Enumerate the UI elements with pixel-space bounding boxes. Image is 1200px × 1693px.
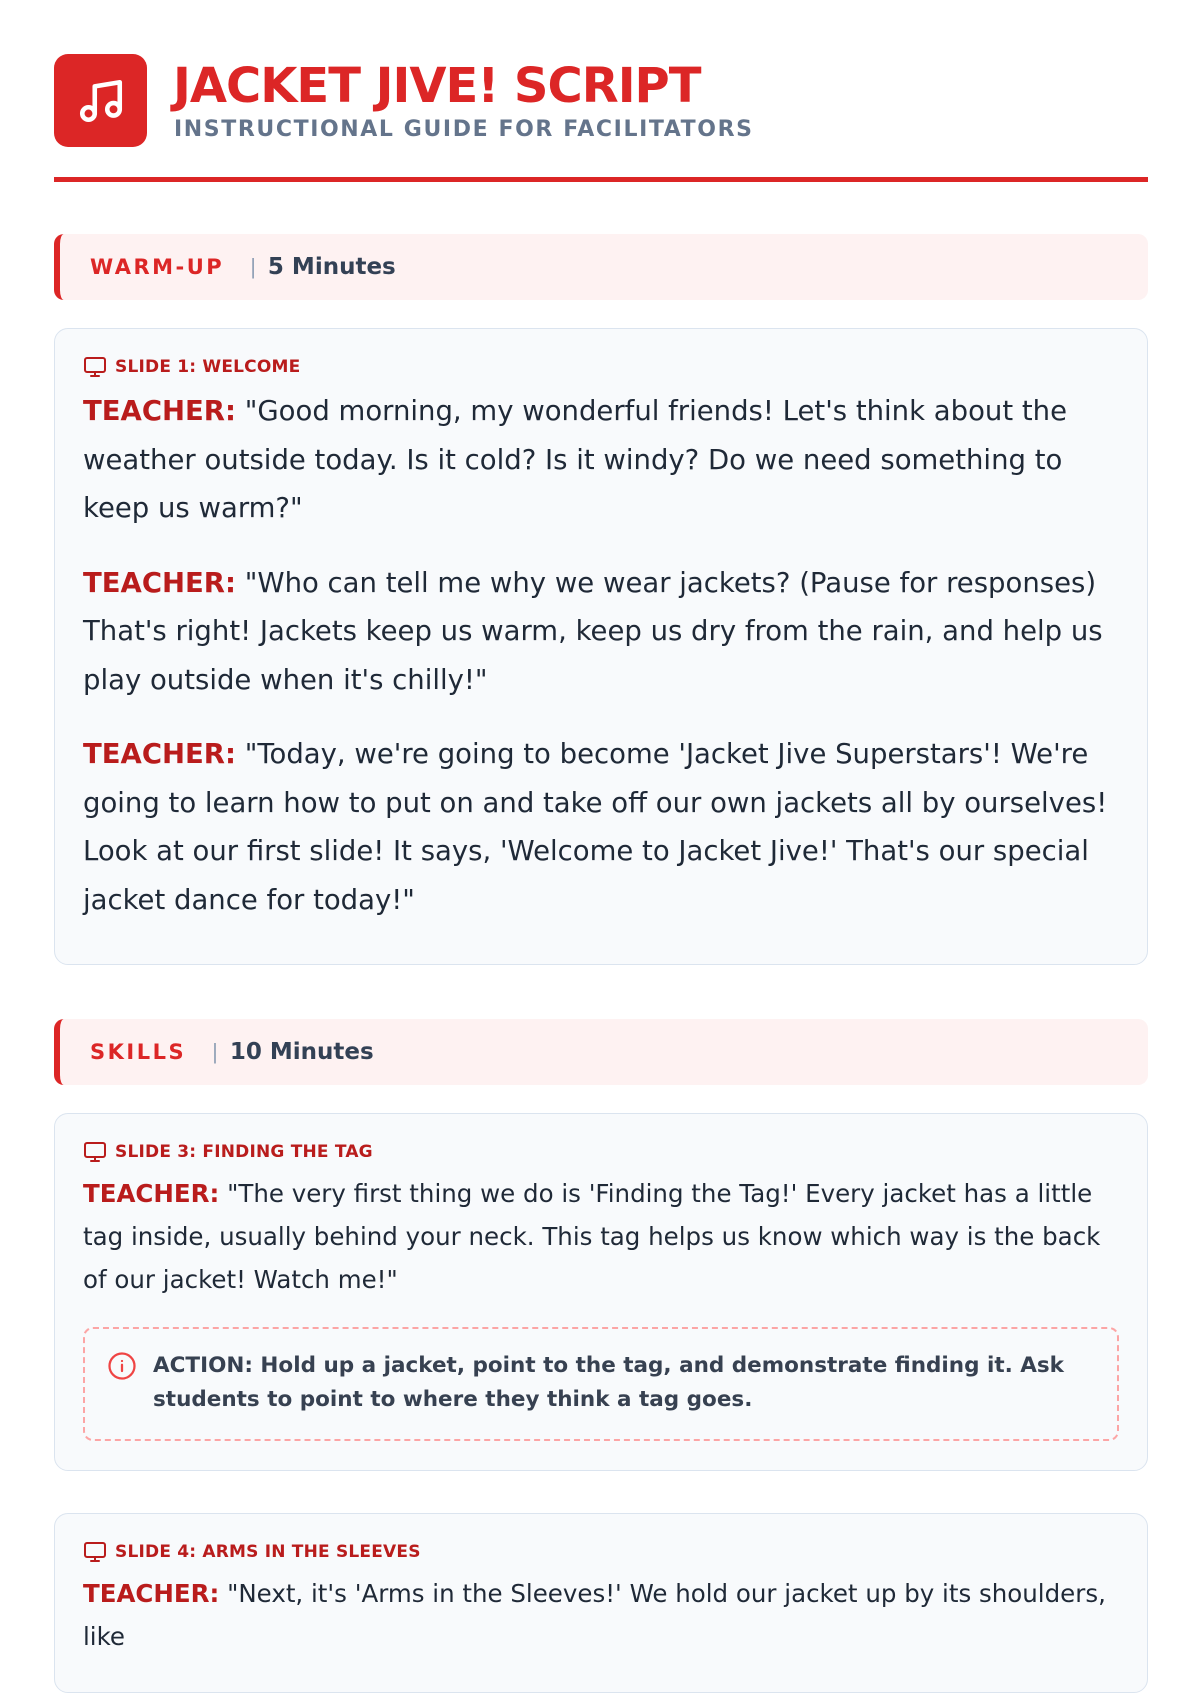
presentation-screen-icon xyxy=(83,355,107,379)
teacher-line xyxy=(83,730,1119,924)
slide-card-welcome xyxy=(54,328,1148,965)
section-duration: 10 Minutes xyxy=(229,1039,374,1065)
action-text: ACTION: Hold up a jacket, point to the tag, and demonstrate finding it. Ask students to point to where they think a tag goes. xyxy=(153,1353,1064,1412)
slide-label xyxy=(83,1540,1119,1564)
slide-label xyxy=(83,355,1119,379)
action-callout xyxy=(83,1327,1119,1441)
page-header xyxy=(54,54,1148,182)
page-subtitle: INSTRUCTIONAL GUIDE FOR FACILITATORS xyxy=(174,117,754,142)
speaker-label: TEACHER: xyxy=(83,395,236,427)
slide-label-text: SLIDE 3: FINDING THE TAG xyxy=(115,1142,373,1162)
music-note-icon xyxy=(54,54,147,147)
slide-label-text: SLIDE 4: ARMS IN THE SLEEVES xyxy=(115,1542,421,1562)
speaker-label: TEACHER: xyxy=(83,1579,220,1608)
teacher-line xyxy=(83,1572,1119,1658)
section-banner-skills xyxy=(54,1019,1148,1085)
slide-card-finding-the-tag xyxy=(54,1113,1148,1471)
slide-label-text: SLIDE 1: WELCOME xyxy=(115,357,301,377)
teacher-line xyxy=(83,387,1119,533)
section-duration: 5 Minutes xyxy=(267,254,396,280)
slide-card-arms-in-the-sleeves xyxy=(54,1513,1148,1693)
teacher-line xyxy=(83,1172,1119,1301)
speaker-label: TEACHER: xyxy=(83,738,236,770)
presentation-screen-icon xyxy=(83,1540,107,1564)
info-circle-icon xyxy=(107,1351,137,1381)
section-name: WARM-UP xyxy=(90,255,225,279)
section-separator: | xyxy=(212,1039,218,1064)
teacher-line-text: "The very first thing we do is 'Finding the Tag!' Every jacket has a little tag inside, usually behind your neck. This tag helps us know which way is the back of our jacket! Watch me!" xyxy=(83,1179,1101,1294)
teacher-line-text: "Good morning, my wonderful friends! Let's think about the weather outside today. Is it cold? Is it windy? Do we need something to keep us warm?" xyxy=(83,395,1067,524)
section-name: SKILLS xyxy=(90,1040,187,1064)
presentation-screen-icon xyxy=(83,1140,107,1164)
speaker-label: TEACHER: xyxy=(83,566,236,599)
teacher-line xyxy=(83,559,1119,705)
slide-label xyxy=(83,1140,1119,1164)
section-separator: | xyxy=(250,254,256,279)
teacher-line-text: "Today, we're going to become 'Jacket Jive Superstars'! We're going to learn how to put on and take off our own jackets all by ourselves! Look at our first slide! It says, 'Welcome to Jacket Jive!' That's our special jacket dance for today!" xyxy=(83,738,1108,916)
section-banner-warm-up xyxy=(54,234,1148,300)
speaker-label: TEACHER: xyxy=(83,1179,220,1208)
teacher-line-text: "Next, it's 'Arms in the Sleeves!' We hold our jacket up by its shoulders, like xyxy=(83,1579,1106,1651)
teacher-line-text: "Who can tell me why we wear jackets? (Pause for responses) That's right! Jackets keep us warm, keep us dry from the rain, and help us play outside when it's chilly!" xyxy=(83,566,1103,696)
page-title: JACKET JIVE! SCRIPT xyxy=(173,58,701,114)
